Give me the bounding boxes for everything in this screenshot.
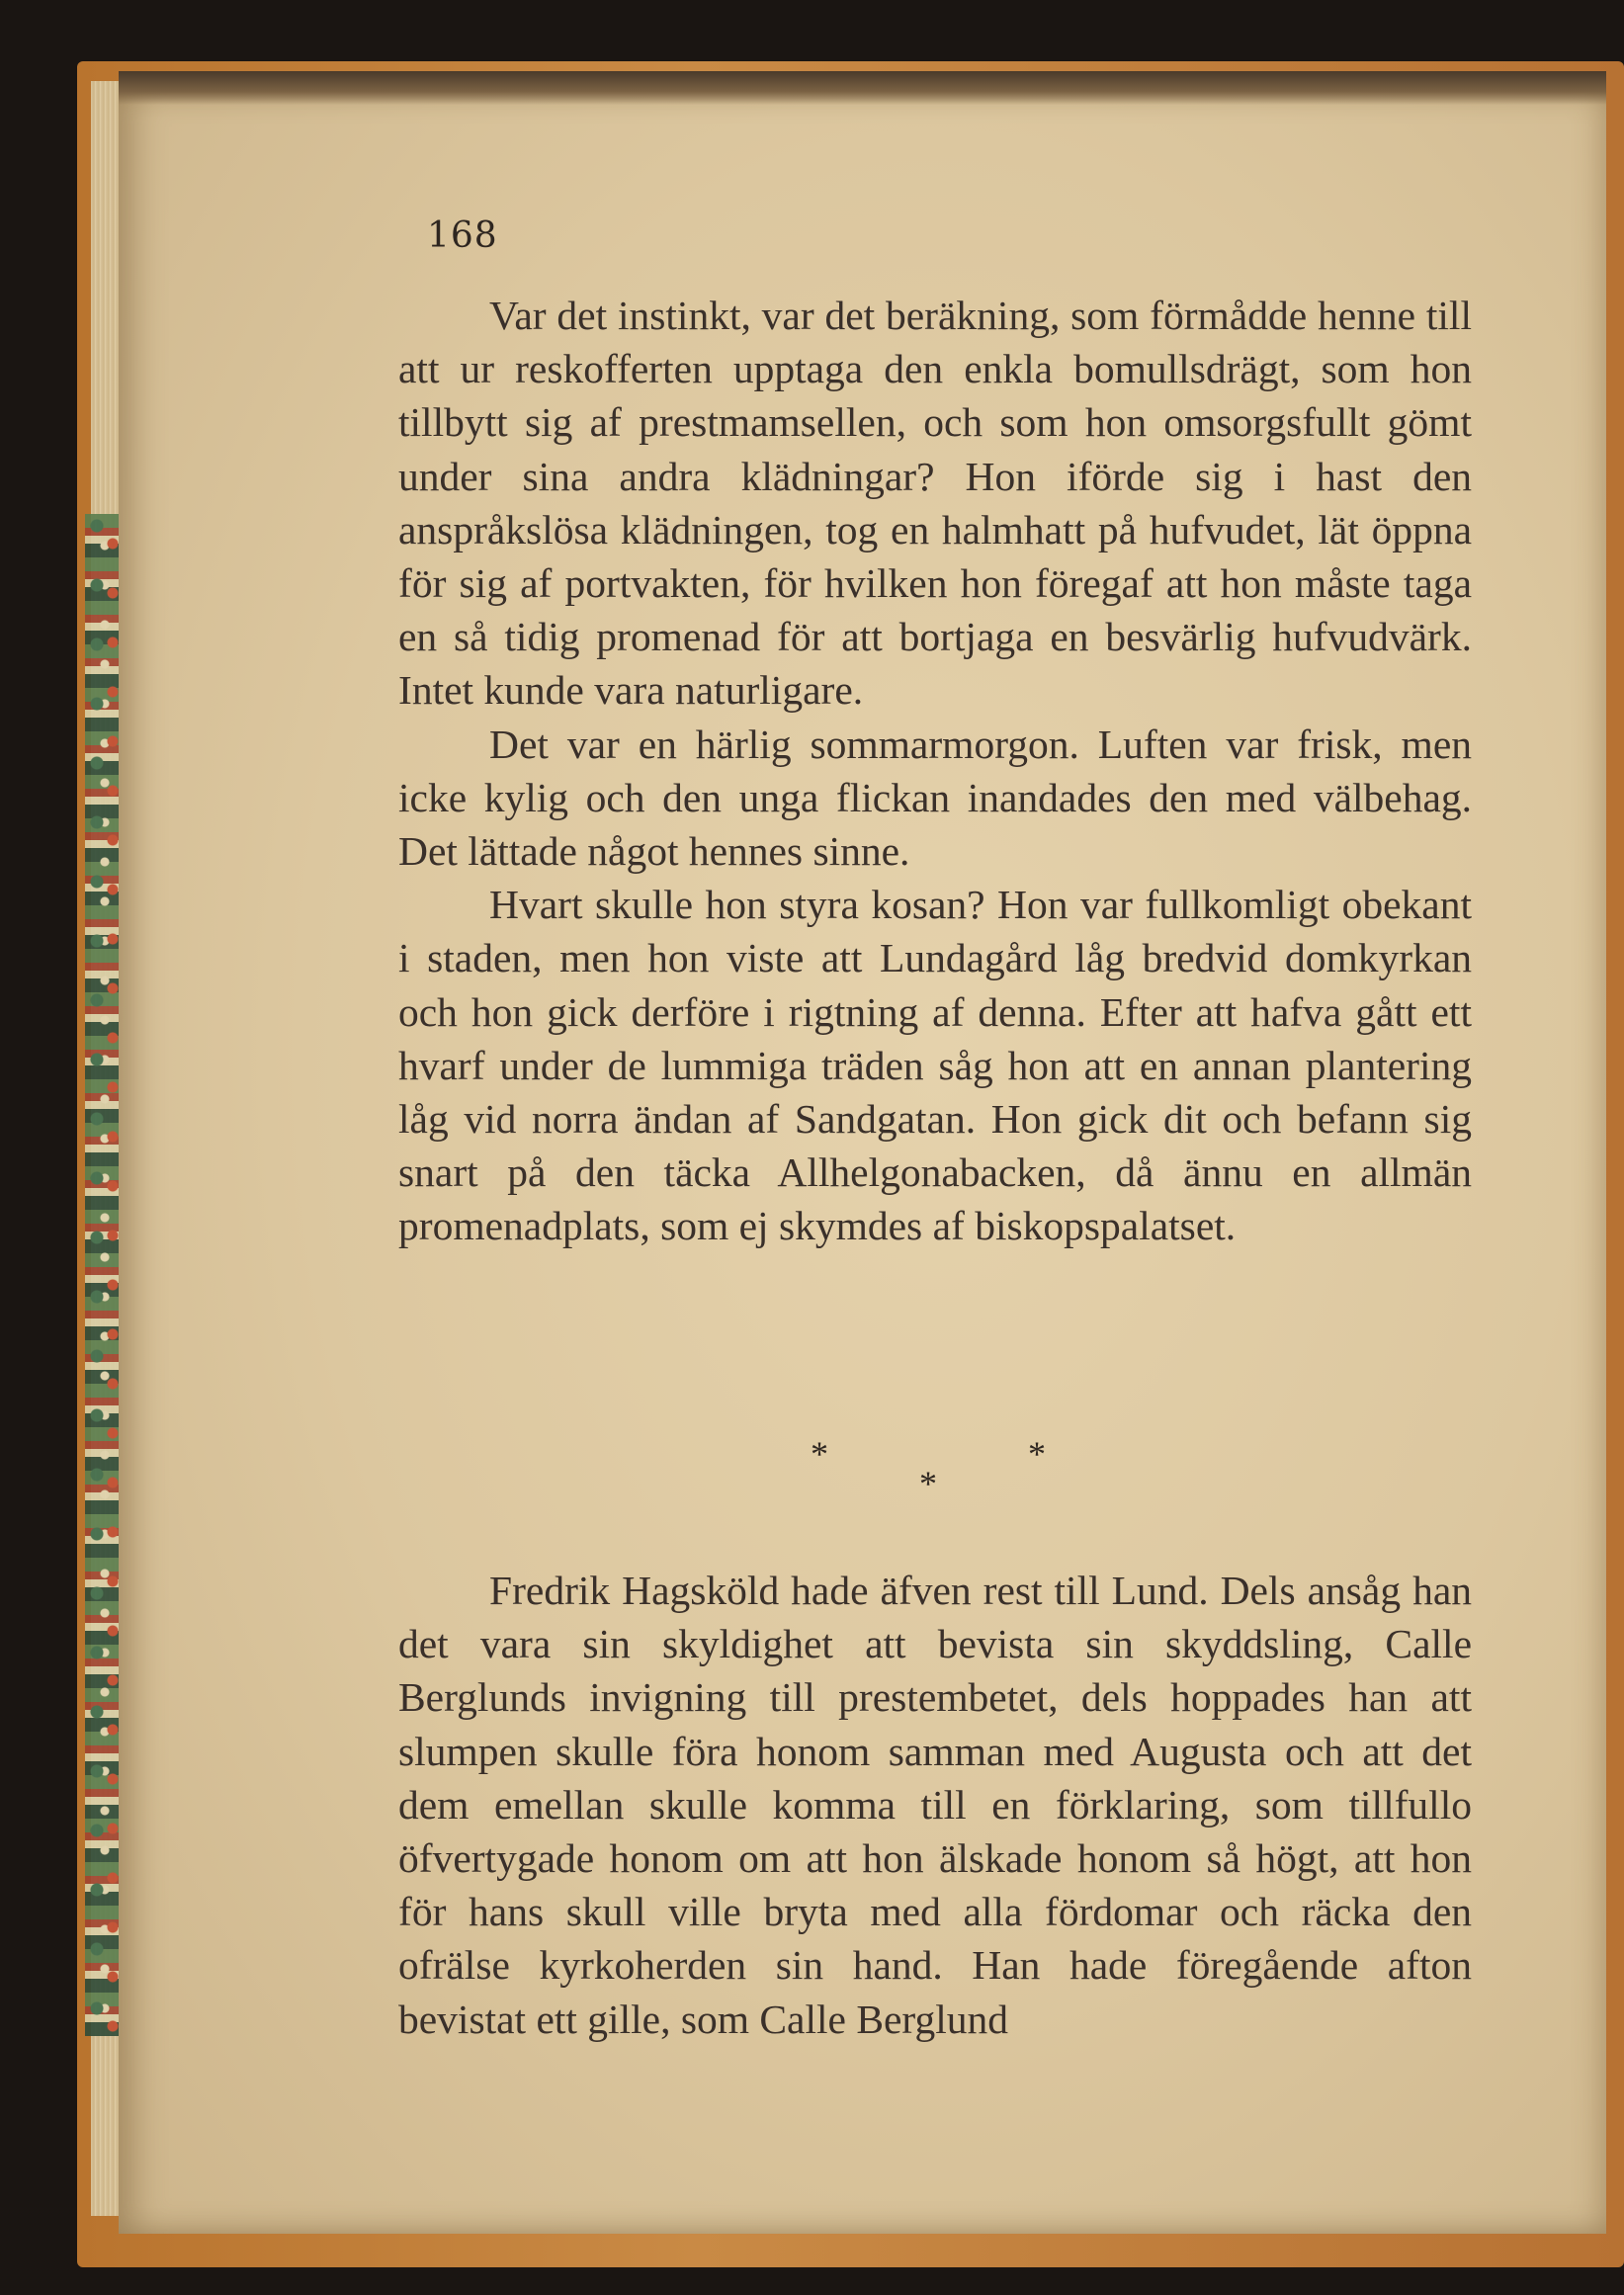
page-number: 168	[427, 215, 498, 256]
paragraph-3: Hvart skulle hon styra kosan? Hon var fullkomligt obekant i staden, men hon viste att Lundagård låg bredvid domkyrkan och hon gick derföre i rigtning af denna. Efter att hafva gått ett hvarf under de lummiga träden såg hon att en annan plantering låg vid norra ändan af Sandgatan. Hon gick dit och befann sig snart på den täcka Allhelgonabacken, då ännu en allmän promenadplats, som ej skymdes af biskopspalatset.	[398, 882, 1472, 1249]
text-section-2	[398, 1564, 1472, 2046]
page-top-shadow	[119, 71, 1606, 105]
paragraph-2: Det var en härlig sommarmorgon. Luften var frisk, men icke kylig och den unga flickan inandades den med välbehag. Det lättade något hennes sinne.	[398, 721, 1472, 875]
asterisk: *	[811, 1434, 828, 1474]
asterisk: *	[919, 1464, 937, 1503]
paragraph-1: Var det instinkt, var det beräkning, som förmådde henne till att ur reskofferten upptaga den enkla bomullsdrägt, som hon tillbytt sig af prestmamsellen, och som hon omsorgsfullt gömt under sina andra klädningar? Hon iförde sig i hast den anspråkslösa klädningen, tog en halmhatt på hufvudet, lät öppna för sig af portvakten, för hvilken hon föregaf att hon måste taga en så tidig promenad för att bortjaga en besvärlig hufvudvärk. Intet kunde vara naturligare.	[398, 293, 1472, 714]
text-section-1	[398, 289, 1472, 1253]
section-separator	[791, 1433, 1087, 1502]
paragraph-4: Fredrik Hagsköld hade äfven rest till Lund. Dels ansåg han det vara sin skyldighet att bevista sin skyddsling, Calle Berglunds invigning till prestembetet, dels hoppades han att slumpen skulle föra honom samman med Augusta och att det dem emellan skulle komma till en förklaring, som tillfullo öfvertygade honom om att hon älskade honom så högt, att hon för hans skull ville bryta med alla fördomar och räcka den ofrälse kyrkoherden sin hand. Han hade föregående afton bevistat ett gille, som Calle Berglund	[398, 1568, 1472, 2042]
asterisk: *	[1028, 1434, 1046, 1474]
